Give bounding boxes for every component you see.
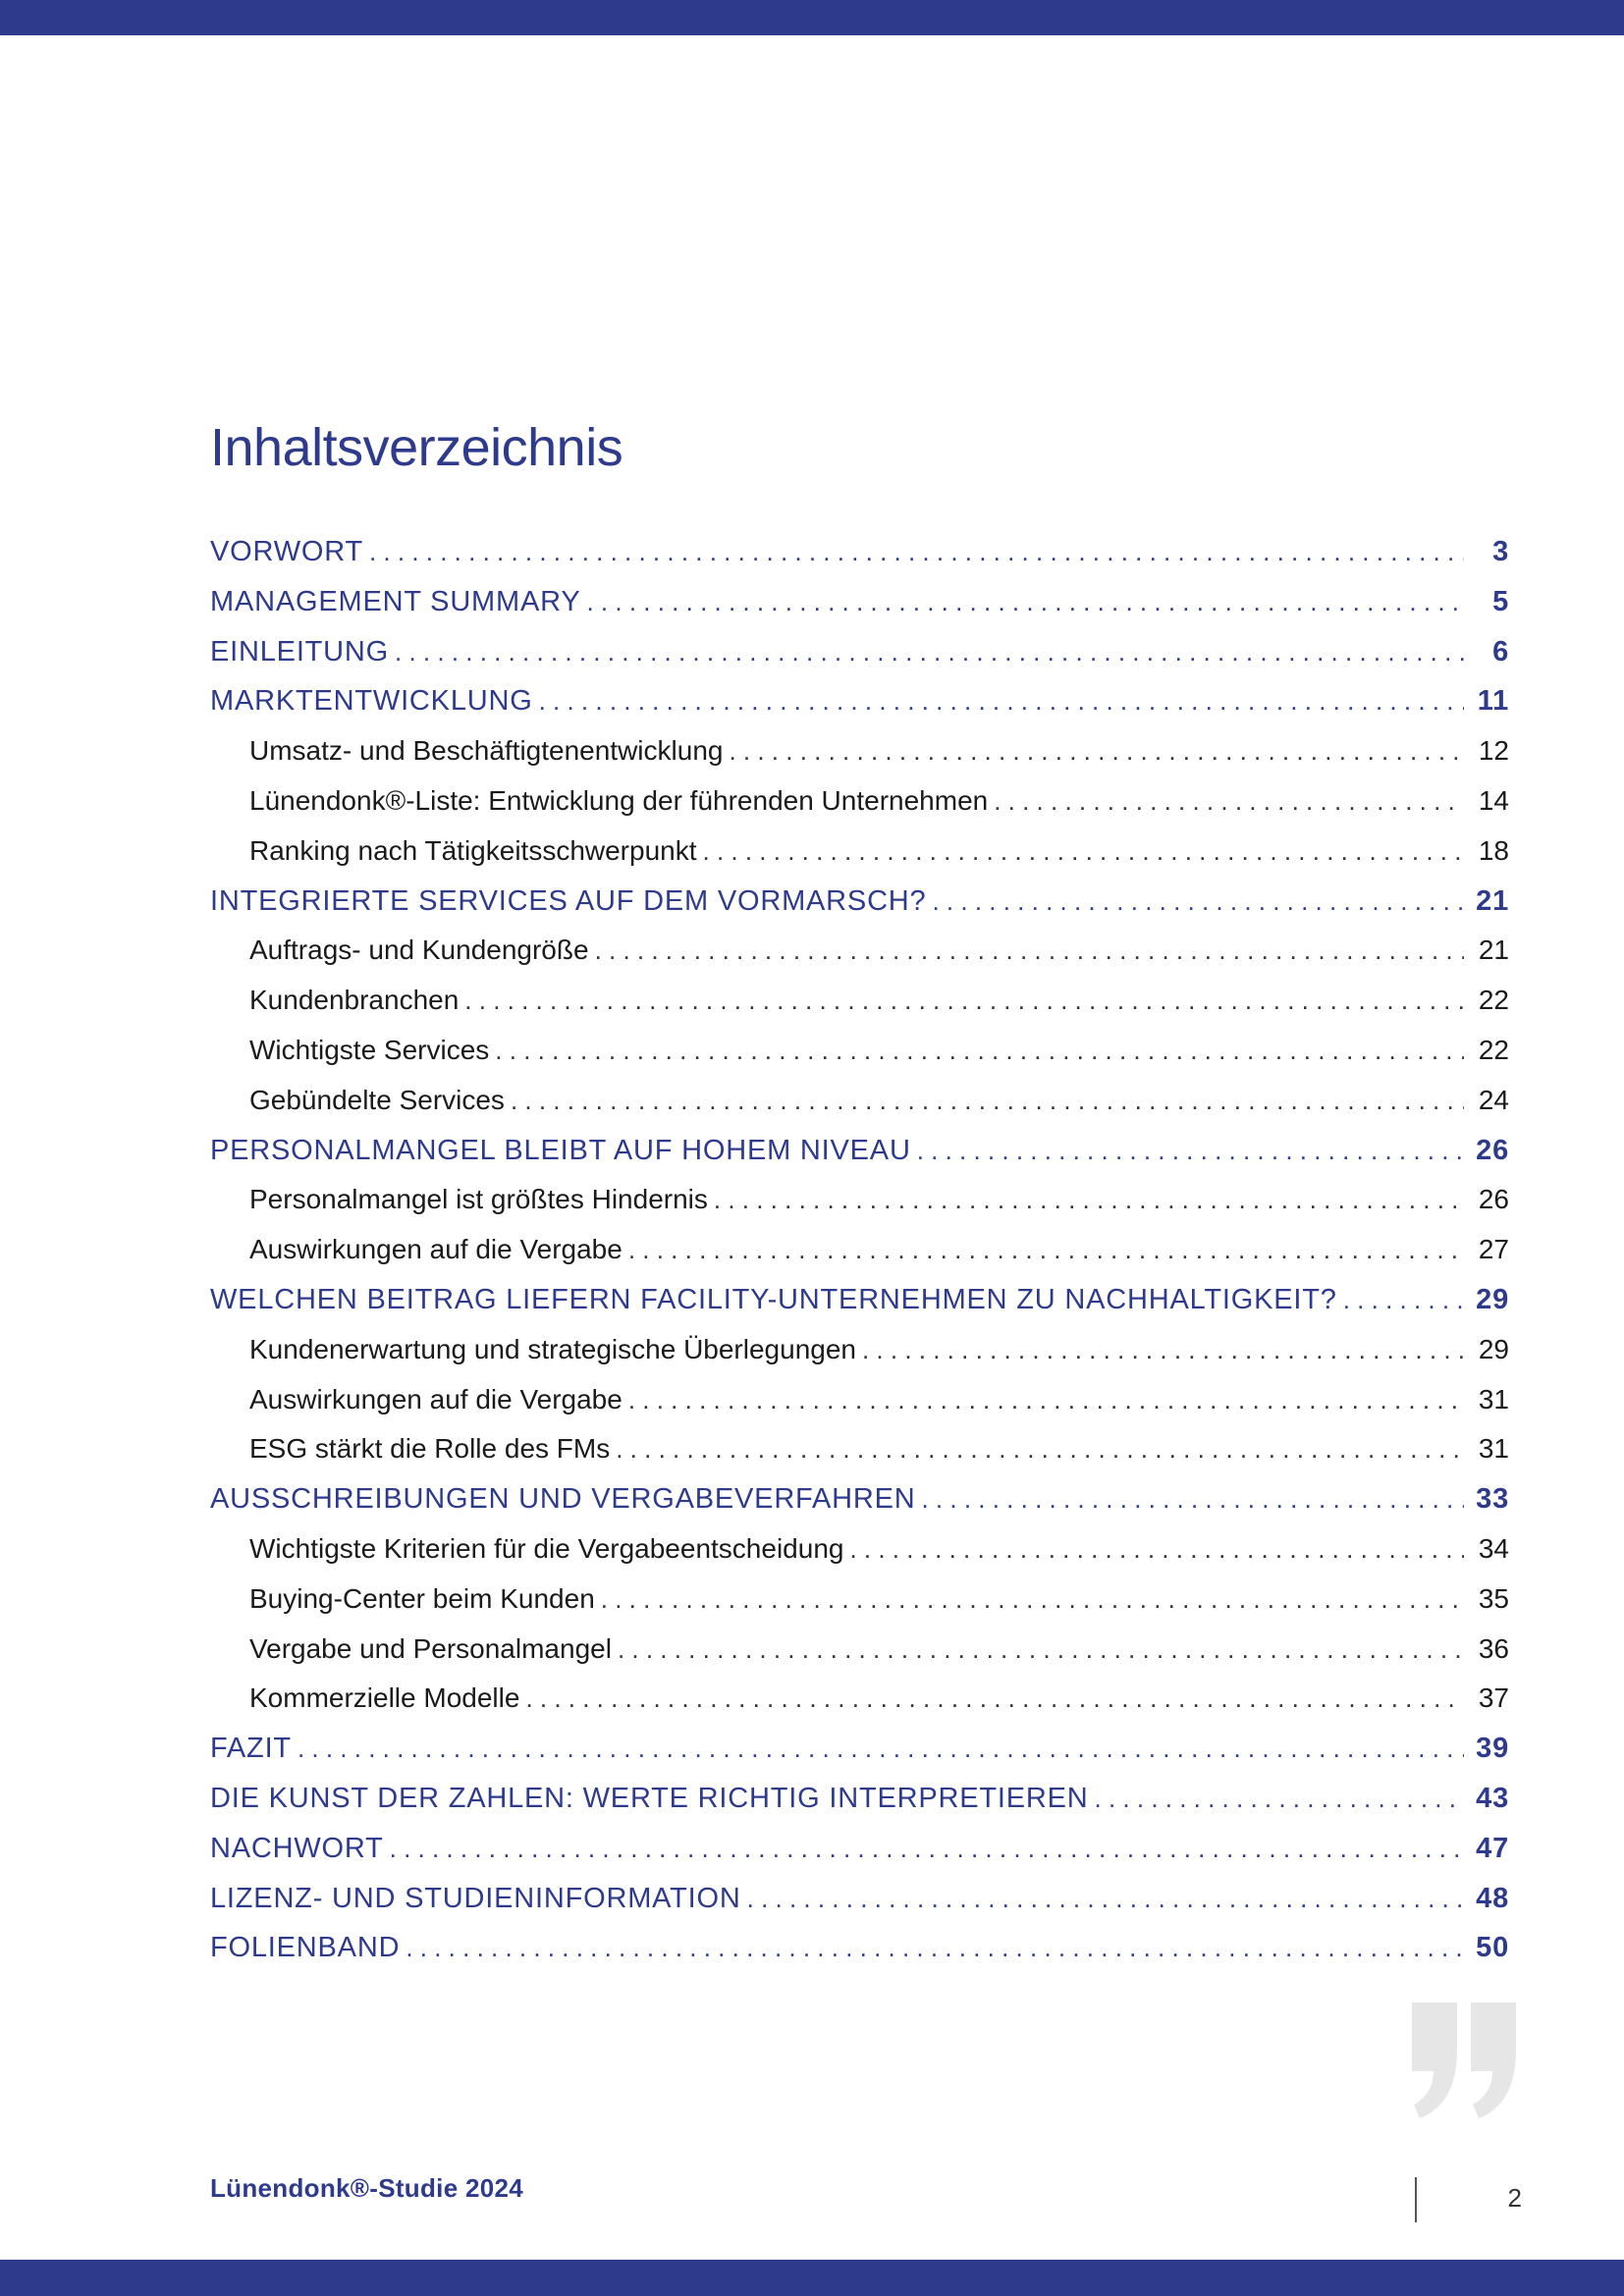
toc-entry-subsection[interactable]	[210, 1384, 1509, 1434]
toc-entry-label: Vergabe und Personalmangel	[249, 1632, 612, 1664]
toc-entry-label: Wichtigste Kriterien für die Vergabeentscheidung	[249, 1532, 844, 1564]
dot-leader	[495, 1036, 1464, 1066]
toc-entry-label: FOLIENBAND	[210, 1932, 401, 1964]
toc-entry-page: 11	[1477, 685, 1509, 718]
dot-leader	[464, 986, 1464, 1016]
dot-leader	[1095, 1784, 1464, 1814]
dot-leader	[369, 537, 1464, 567]
toc-entry-section[interactable]	[210, 536, 1509, 586]
dot-leader	[618, 1634, 1464, 1665]
dot-leader	[862, 1335, 1464, 1365]
toc-entry-page: 22	[1478, 985, 1509, 1016]
dot-leader	[921, 1484, 1464, 1515]
toc-entry-page: 37	[1478, 1682, 1509, 1714]
toc-entry-label: MARKTENTWICKLUNG	[210, 685, 533, 718]
toc-entry-label: MANAGEMENT SUMMARY	[210, 585, 581, 617]
toc-entry-page: 5	[1492, 585, 1509, 617]
toc-entry-page: 6	[1492, 635, 1509, 667]
toc-entry-label: Kundenerwartung und strategische Überlegungen	[249, 1333, 856, 1364]
toc-entry-section[interactable]	[210, 1483, 1509, 1533]
dot-leader	[628, 1385, 1464, 1415]
toc-entry-page: 36	[1478, 1632, 1509, 1664]
toc-entry-page: 22	[1478, 1034, 1509, 1065]
toc-entry-page: 26	[1476, 1134, 1509, 1166]
toc-entry-page: 43	[1476, 1782, 1509, 1814]
toc-entry-label: Umsatz- und Beschäftigtenentwicklung	[249, 735, 724, 767]
toc-entry-section[interactable]	[210, 885, 1509, 935]
toc-entry-label: DIE KUNST DER ZAHLEN: WERTE RICHTIG INTERPRETIEREN	[210, 1782, 1089, 1814]
toc-entry-label: Kommerzielle Modelle	[249, 1682, 520, 1714]
dot-leader	[616, 1434, 1464, 1465]
toc-entry-section[interactable]	[210, 685, 1509, 735]
toc-entry-label: Auswirkungen auf die Vergabe	[249, 1234, 623, 1265]
toc-entry-section[interactable]	[210, 1883, 1509, 1933]
toc-entry-subsection[interactable]	[210, 1035, 1509, 1085]
toc-entry-subsection[interactable]	[210, 1433, 1509, 1483]
toc-entry-page: 26	[1478, 1184, 1509, 1215]
dot-leader	[703, 836, 1464, 867]
toc-entry-label: Auftrags- und Kundengröße	[249, 934, 589, 966]
dot-leader	[714, 1185, 1464, 1215]
toc-entry-page: 27	[1478, 1234, 1509, 1265]
toc-entry-page: 48	[1476, 1882, 1509, 1914]
dot-leader	[395, 637, 1464, 667]
page-title: Inhaltsverzeichnis	[210, 418, 623, 477]
toc-entry-page: 12	[1478, 735, 1509, 767]
toc-entry-label: LIZENZ- UND STUDIENINFORMATION	[210, 1882, 741, 1914]
toc-entry-page: 47	[1476, 1832, 1509, 1864]
toc-entry-page: 21	[1478, 934, 1509, 966]
toc-entry-label: Personalmangel ist größtes Hindernis	[249, 1184, 708, 1215]
dot-leader	[406, 1933, 1464, 1963]
dot-leader	[586, 587, 1464, 617]
footer-divider	[1415, 2177, 1417, 2222]
toc-entry-subsection[interactable]	[210, 1085, 1509, 1135]
closing-quote-icon	[1406, 2002, 1524, 2130]
toc-entry-section[interactable]	[210, 636, 1509, 686]
toc-entry-section[interactable]	[210, 1932, 1509, 1982]
toc-entry-label: NACHWORT	[210, 1832, 384, 1864]
toc-entry-section[interactable]	[210, 1833, 1509, 1883]
toc-entry-page: 18	[1478, 834, 1509, 866]
dot-leader	[729, 736, 1464, 767]
toc-entry-label: AUSSCHREIBUNGEN UND VERGABEVERFAHREN	[210, 1483, 916, 1516]
page-number: 2	[1507, 2183, 1522, 2213]
toc-entry-page: 31	[1478, 1433, 1509, 1465]
toc-entry-label: Gebündelte Services	[249, 1084, 505, 1115]
toc-entry-label: Wichtigste Services	[249, 1034, 490, 1065]
toc-entry-subsection[interactable]	[210, 785, 1509, 835]
toc-entry-subsection[interactable]	[210, 934, 1509, 985]
toc-entry-section[interactable]	[210, 1783, 1509, 1833]
toc-entry-subsection[interactable]	[210, 735, 1509, 785]
dot-leader	[390, 1834, 1464, 1864]
toc-entry-section[interactable]	[210, 1733, 1509, 1783]
toc-entry-page: 29	[1476, 1283, 1509, 1315]
toc-entry-page: 33	[1476, 1483, 1509, 1516]
dot-leader	[628, 1235, 1464, 1265]
toc-entry-label: WELCHEN BEITRAG LIEFERN FACILITY-UNTERNEHMEN ZU NACHHALTIGKEIT?	[210, 1283, 1337, 1315]
bottom-color-band	[0, 2260, 1624, 2296]
top-color-band	[0, 0, 1624, 35]
dot-leader	[849, 1534, 1464, 1565]
toc-entry-page: 50	[1476, 1932, 1509, 1964]
dot-leader	[525, 1683, 1464, 1714]
toc-entry-label: INTEGRIERTE SERVICES AUF DEM VORMARSCH?	[210, 884, 927, 917]
toc-entry-label: Ranking nach Tätigkeitsschwerpunkt	[249, 834, 697, 866]
table-of-contents	[210, 536, 1509, 1982]
dot-leader	[932, 886, 1464, 917]
toc-entry-subsection[interactable]	[210, 1234, 1509, 1284]
toc-entry-section[interactable]	[210, 1135, 1509, 1185]
toc-entry-label: ESG stärkt die Rolle des FMs	[249, 1433, 611, 1465]
toc-entry-subsection[interactable]	[210, 1533, 1509, 1583]
toc-entry-subsection[interactable]	[210, 1334, 1509, 1384]
toc-entry-page: 29	[1478, 1333, 1509, 1364]
dot-leader	[601, 1584, 1464, 1615]
toc-entry-label: Kundenbranchen	[249, 985, 460, 1016]
dot-leader	[298, 1734, 1464, 1764]
toc-entry-page: 3	[1492, 536, 1509, 567]
toc-entry-label: Buying-Center beim Kunden	[249, 1582, 595, 1614]
toc-entry-label: EINLEITUNG	[210, 635, 390, 667]
toc-entry-page: 39	[1476, 1733, 1509, 1765]
dot-leader	[917, 1136, 1464, 1166]
toc-entry-page: 31	[1478, 1383, 1509, 1415]
toc-entry-label: Auswirkungen auf die Vergabe	[249, 1383, 623, 1415]
toc-entry-subsection[interactable]	[210, 1583, 1509, 1633]
dot-leader	[1343, 1285, 1464, 1315]
toc-entry-label: PERSONALMANGEL BLEIBT AUF HOHEM NIVEAU	[210, 1134, 911, 1166]
toc-entry-subsection[interactable]	[210, 1184, 1509, 1234]
toc-entry-label: FAZIT	[210, 1733, 292, 1765]
dot-leader	[511, 1086, 1464, 1116]
toc-entry-page: 14	[1478, 784, 1509, 816]
toc-entry-page: 34	[1478, 1532, 1509, 1564]
dot-leader	[595, 935, 1464, 966]
toc-entry-subsection[interactable]	[210, 1633, 1509, 1683]
toc-entry-subsection[interactable]	[210, 835, 1509, 885]
dot-leader	[747, 1884, 1464, 1914]
footer-brand: Lünendonk®-Studie 2024	[210, 2173, 524, 2203]
toc-entry-label: VORWORT	[210, 536, 363, 567]
toc-entry-section[interactable]	[210, 586, 1509, 636]
toc-entry-page: 35	[1478, 1582, 1509, 1614]
dot-leader	[994, 786, 1464, 817]
toc-entry-label: Lünendonk®-Liste: Entwicklung der führenden Unternehmen	[249, 784, 989, 816]
toc-entry-subsection[interactable]	[210, 1682, 1509, 1733]
toc-entry-subsection[interactable]	[210, 985, 1509, 1035]
toc-entry-page: 21	[1476, 884, 1509, 917]
dot-leader	[539, 686, 1464, 717]
toc-entry-section[interactable]	[210, 1284, 1509, 1334]
toc-entry-page: 24	[1478, 1084, 1509, 1115]
